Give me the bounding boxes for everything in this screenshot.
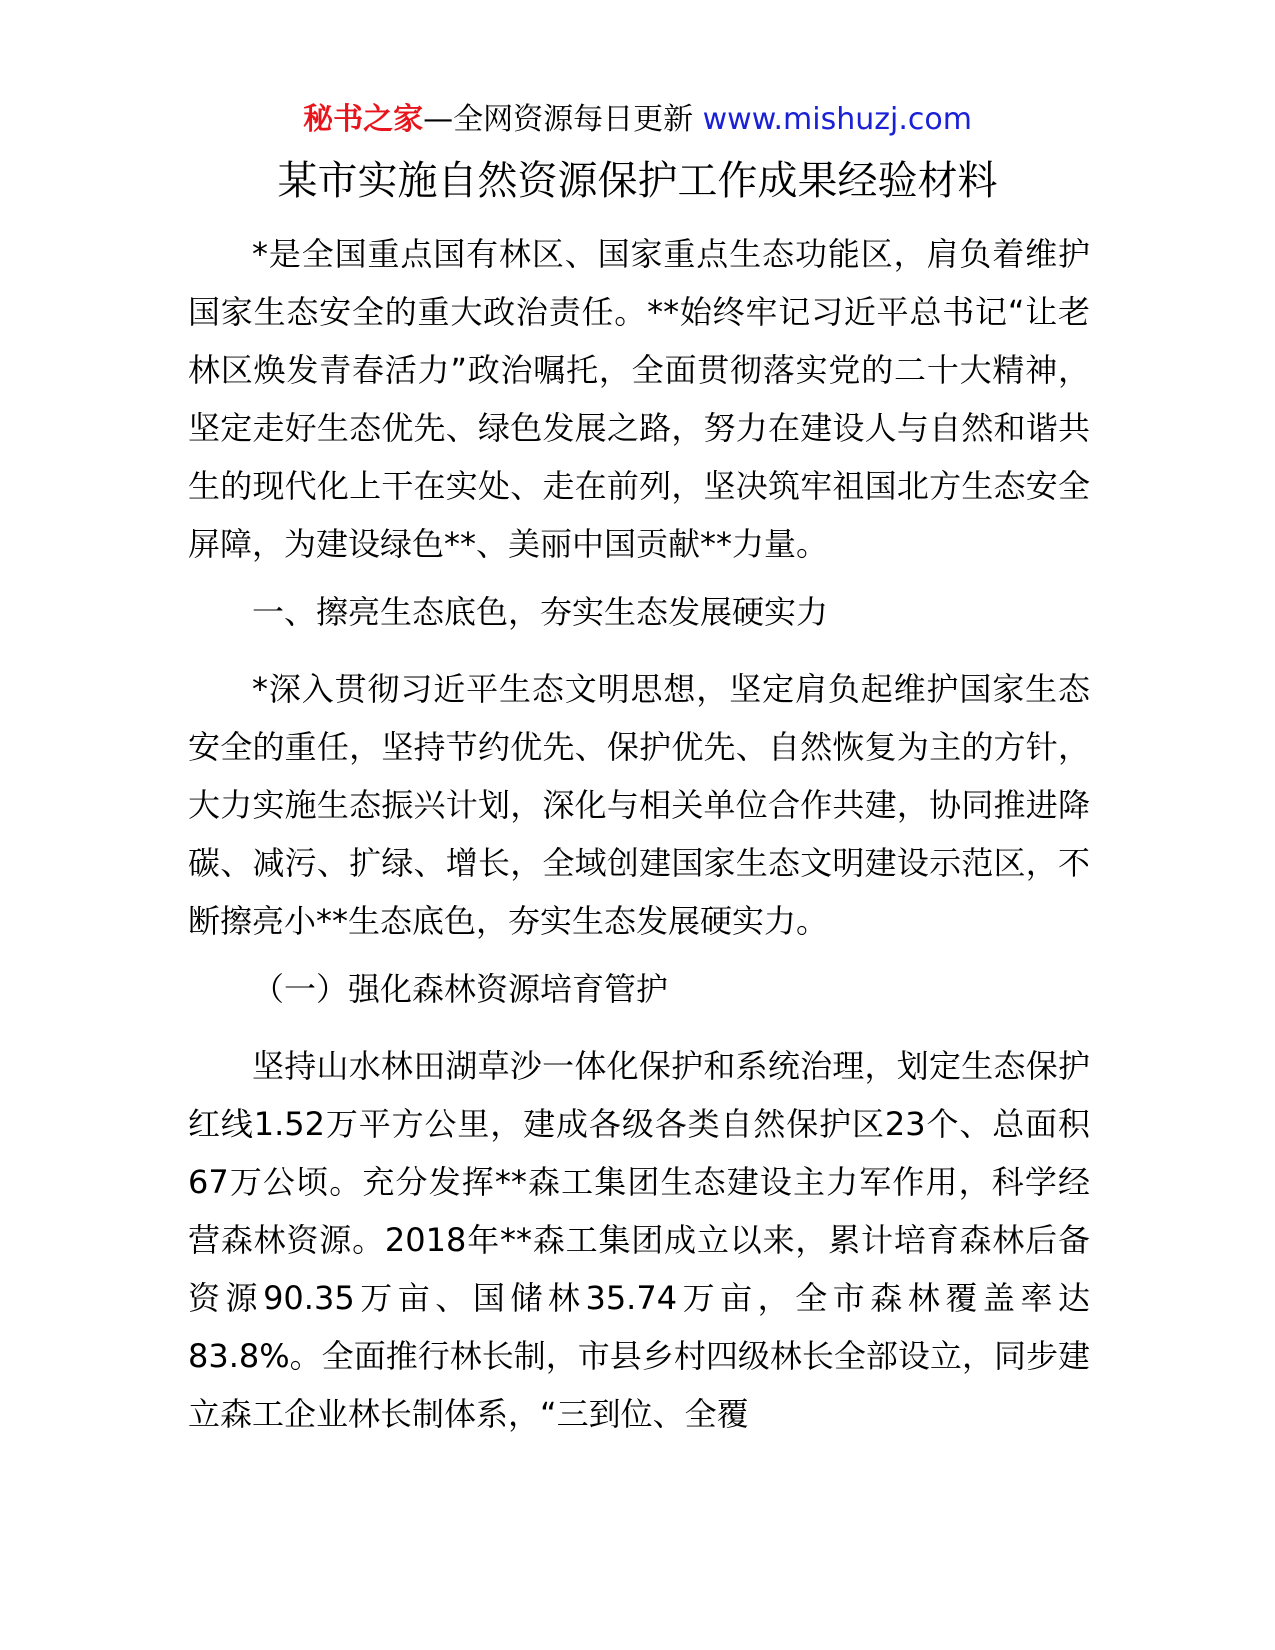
brand-name: 秘书之家 xyxy=(303,102,424,137)
section-heading-text: 一、擦亮生态底色，夯实生态发展硬实力 xyxy=(252,593,829,631)
header-tagline: —全网资源每日更新 xyxy=(423,102,694,137)
section-heading-1 xyxy=(188,583,1090,641)
subsection-heading-text: （一）强化森林资源培育管护 xyxy=(252,970,669,1008)
paragraph-subsection-1 xyxy=(188,1037,1090,1443)
paragraph-intro xyxy=(188,225,1090,573)
paragraph-section-1 xyxy=(188,660,1090,950)
paragraph-text: *是全国重点国有林区、国家重点生态功能区，肩负着维护国家生态安全的重大政治责任。**始终牢记习近平总书记“让老林区焕发青春活力”政治嘱托，全面贯彻落实党的二十大精神，坚定走好生态优先、绿色发展之路，努力在建设人与自然和谐共生的现代化上干在实处、走在前列，坚决筑牢祖国北方生态安全屏障，为建设绿色**、美丽中国贡献**力量。 xyxy=(188,235,1090,563)
site-url-link[interactable]: www.mishuzj.com xyxy=(702,102,972,137)
document-title: 某市实施自然资源保护工作成果经验材料 xyxy=(277,158,998,204)
site-header xyxy=(0,100,1275,140)
paragraph-text: *深入贯彻习近平生态文明思想，坚定肩负起维护国家生态安全的重任，坚持节约优先、保护优先、自然恢复为主的方针，大力实施生态振兴计划，深化与相关单位合作共建，协同推进降碳、减污、扩绿、增长，全域创建国家生态文明建设示范区，不断擦亮小**生态底色，夯实生态发展硬实力。 xyxy=(188,670,1090,940)
subsection-heading-1 xyxy=(188,960,1090,1018)
paragraph-text: 坚持山水林田湖草沙一体化保护和系统治理，划定生态保护红线1.52万平方公里，建成各级各类自然保护区23个、总面积67万公顷。充分发挥**森工集团生态建设主力军作用，科学经营森林资源。2018年**森工集团成立以来，累计培育森林后备资源90.35万亩、国储林35.74万亩，全市森林覆盖率达83.8%。全面推行林长制，市县乡村四级林长全部设立，同步建立森工企业林长制体系，“三到位、全覆 xyxy=(188,1047,1090,1433)
